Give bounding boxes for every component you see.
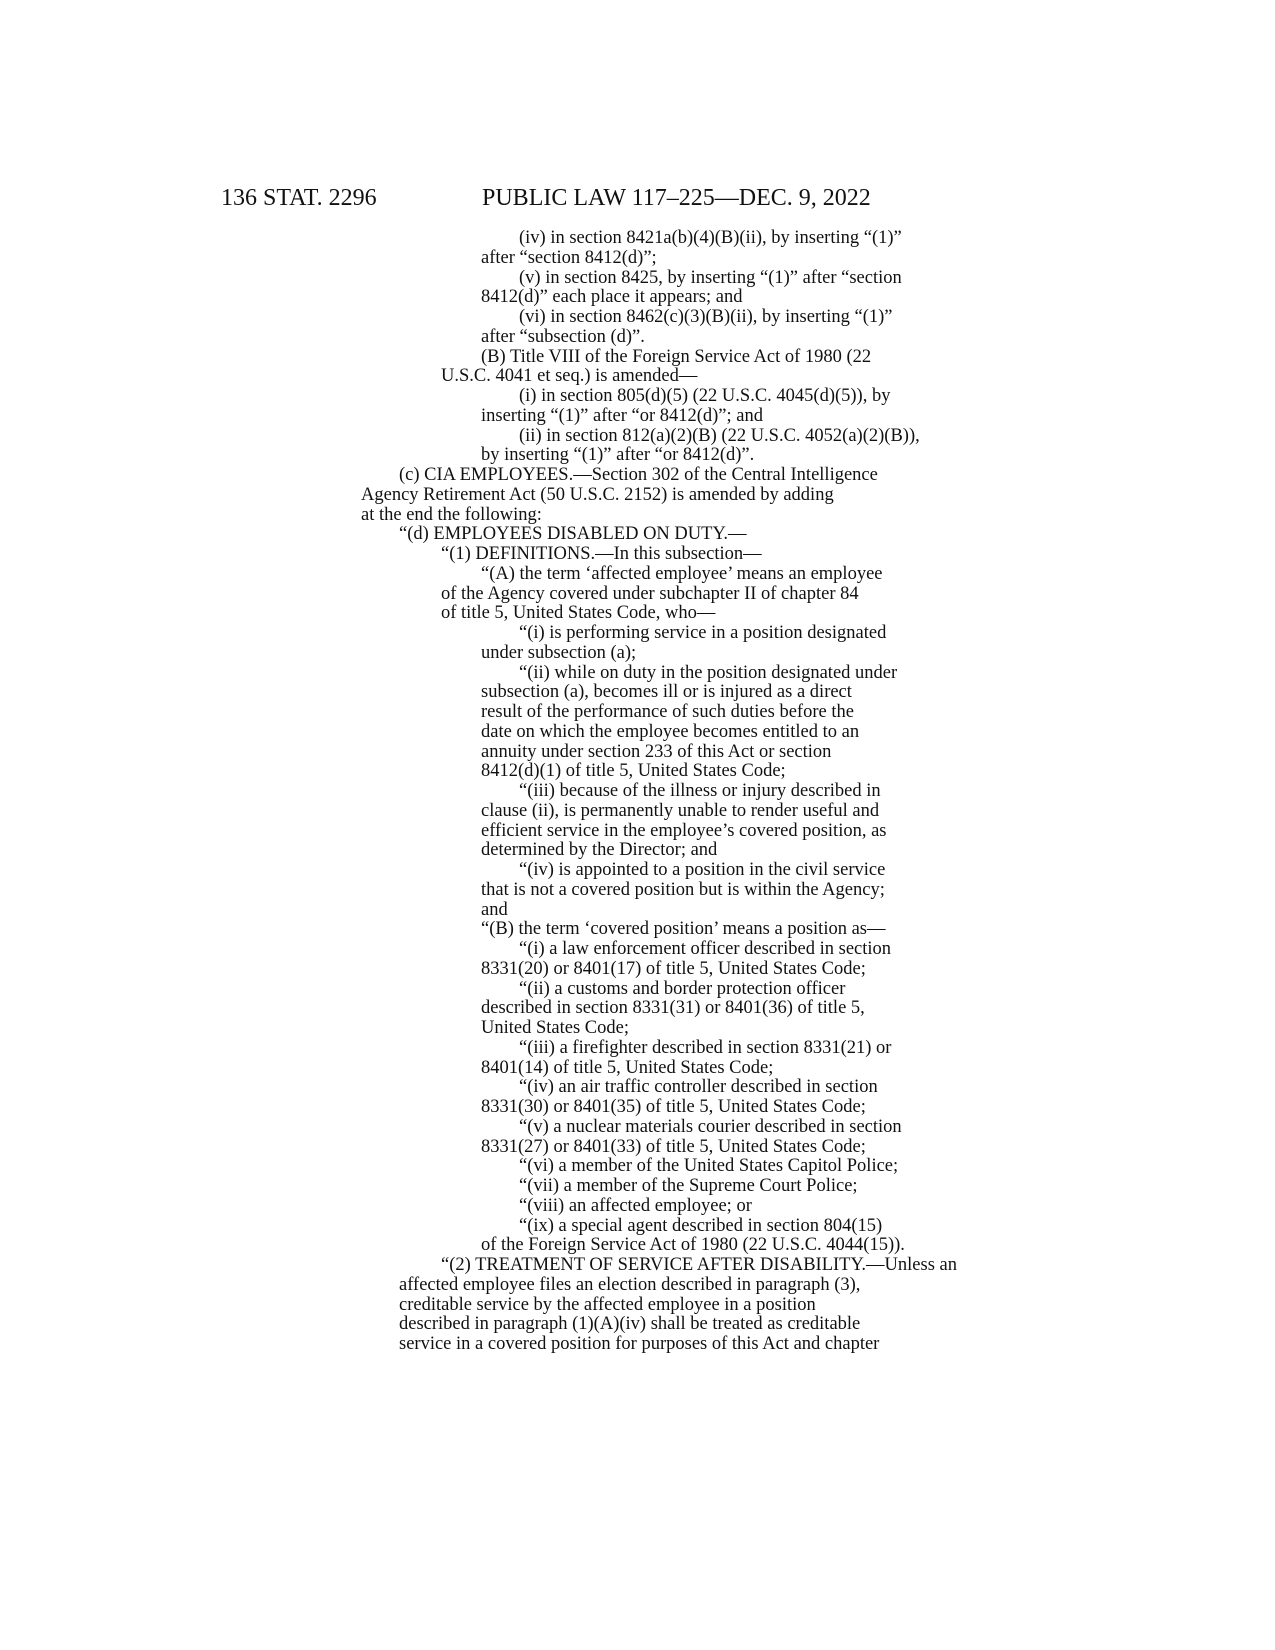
text-line: “(iv) an air traffic controller described in section bbox=[519, 1077, 878, 1098]
text-line: “(i) a law enforcement officer described in section bbox=[519, 939, 892, 959]
text-line: at the end the following: bbox=[361, 504, 542, 525]
text-line: of title 5, United States Code, who— bbox=[441, 603, 716, 624]
text-line: “(ix) a special agent described in section 804(15) bbox=[519, 1215, 883, 1236]
text-line: 8331(30) or 8401(35) of title 5, United States Code; bbox=[481, 1097, 866, 1117]
text-line: annuity under section 233 of this Act or section bbox=[481, 741, 832, 762]
text-line: efficient service in the employee’s covered position, as bbox=[481, 820, 887, 841]
text-line: U.S.C. 4041 et seq.) is amended— bbox=[441, 366, 698, 387]
text-line: 8412(d)(1) of title 5, United States Code; bbox=[481, 761, 786, 782]
text-line: determined by the Director; and bbox=[481, 840, 718, 861]
text-line: after “section 8412(d)”; bbox=[481, 247, 657, 268]
text-line: “(2) TREATMENT OF SERVICE AFTER DISABILITY.—Unless an bbox=[441, 1255, 958, 1275]
text-line: 8412(d)” each place it appears; and bbox=[481, 287, 743, 308]
text-line: “(ii) while on duty in the position designated under bbox=[519, 662, 898, 683]
text-line: (i) in section 805(d)(5) (22 U.S.C. 4045(d)(5)), by bbox=[519, 386, 891, 406]
text-line: (v) in section 8425, by inserting “(1)” after “section bbox=[519, 267, 902, 288]
text-line: result of the performance of such duties before the bbox=[481, 702, 854, 722]
text-line: 8331(27) or 8401(33) of title 5, United States Code; bbox=[481, 1136, 866, 1157]
text-line: after “subsection (d)”. bbox=[481, 326, 645, 347]
text-line: (ii) in section 812(a)(2)(B) (22 U.S.C. 4052(a)(2)(B)), bbox=[519, 425, 920, 446]
text-line: “(1) DEFINITIONS.—In this subsection— bbox=[441, 544, 762, 564]
text-line: “(iv) is appointed to a position in the civil service bbox=[519, 860, 886, 880]
text-line: inserting “(1)” after “or 8412(d)”; and bbox=[481, 405, 763, 426]
text-line: 8401(14) of title 5, United States Code; bbox=[481, 1057, 774, 1078]
text-line: (c) CIA EMPLOYEES.—Section 302 of the Central Intelligence bbox=[399, 465, 878, 485]
text-line: (B) Title VIII of the Foreign Service Act of 1980 (22 bbox=[481, 346, 872, 367]
text-line: that is not a covered position but is within the Agency; bbox=[481, 879, 885, 900]
text-line: “(vii) a member of the Supreme Court Police; bbox=[519, 1176, 858, 1196]
text-line: “(v) a nuclear materials courier described in section bbox=[519, 1116, 902, 1137]
text-line: subsection (a), becomes ill or is injured as a direct bbox=[481, 682, 852, 703]
text-line: “(viii) an affected employee; or bbox=[519, 1195, 752, 1216]
text-line: under subsection (a); bbox=[481, 642, 637, 663]
text-line: of the Foreign Service Act of 1980 (22 U.S.C. 4044(15)). bbox=[481, 1235, 905, 1256]
text-line: creditable service by the affected employee in a position bbox=[399, 1294, 816, 1315]
text-line: affected employee files an election described in paragraph (3), bbox=[399, 1274, 861, 1295]
text-line: “(vi) a member of the United States Capitol Police; bbox=[519, 1156, 899, 1177]
text-line: “(d) EMPLOYEES DISABLED ON DUTY.— bbox=[399, 524, 747, 545]
page-header bbox=[221, 178, 1021, 218]
text-line: “(B) the term ‘covered position’ means a position as— bbox=[481, 919, 886, 940]
text-line: “(A) the term ‘affected employee’ means an employee bbox=[481, 563, 883, 584]
running-head: PUBLIC LAW 117–225—DEC. 9, 2022 bbox=[482, 185, 871, 211]
text-line: described in section 8331(31) or 8401(36) of title 5, bbox=[481, 998, 865, 1019]
text-line: Agency Retirement Act (50 U.S.C. 2152) is amended by adding bbox=[361, 484, 834, 505]
text-line: “(iii) a firefighter described in section 8331(21) or bbox=[519, 1037, 892, 1058]
text-line: and bbox=[481, 899, 508, 920]
text-line: service in a covered position for purposes of this Act and chapter bbox=[399, 1334, 880, 1354]
statute-text bbox=[361, 229, 992, 1355]
text-line: “(i) is performing service in a position designated bbox=[519, 623, 887, 643]
text-line: described in paragraph (1)(A)(iv) shall be treated as creditable bbox=[399, 1314, 861, 1335]
statute-page-number: 136 STAT. 2296 bbox=[221, 185, 377, 211]
text-line: (vi) in section 8462(c)(3)(B)(ii), by inserting “(1)” bbox=[519, 307, 893, 327]
text-line: “(ii) a customs and border protection officer bbox=[519, 978, 846, 999]
text-line: date on which the employee becomes entitled to an bbox=[481, 721, 860, 742]
text-line: of the Agency covered under subchapter II of chapter 84 bbox=[441, 583, 859, 604]
text-line: (iv) in section 8421a(b)(4)(B)(ii), by inserting “(1)” bbox=[519, 228, 902, 248]
text-line: United States Code; bbox=[481, 1018, 629, 1038]
text-line: clause (ii), is permanently unable to render useful and bbox=[481, 800, 880, 821]
text-line: by inserting “(1)” after “or 8412(d)”. bbox=[481, 445, 755, 466]
text-line: “(iii) because of the illness or injury described in bbox=[519, 781, 881, 801]
text-line: 8331(20) or 8401(17) of title 5, United States Code; bbox=[481, 958, 866, 979]
